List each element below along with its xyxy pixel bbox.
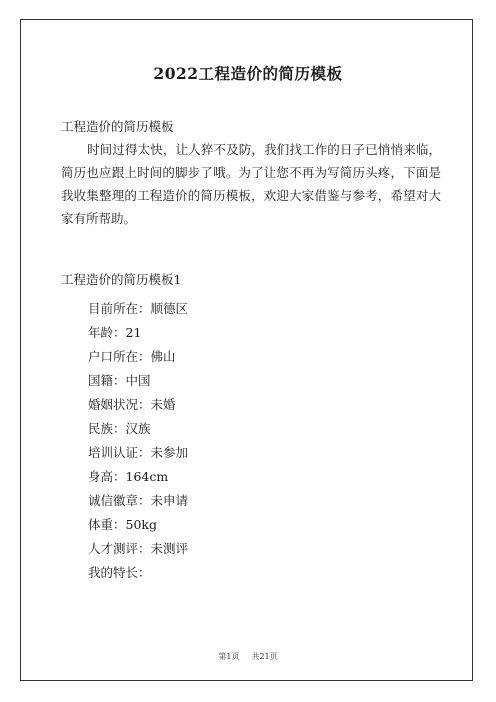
page-total: 共21页	[251, 652, 278, 661]
section-heading: 工程造价的简历模板1	[61, 272, 182, 287]
resume-details-list	[88, 297, 188, 585]
document-title: 2022工程造价的简历模板	[153, 64, 343, 83]
resume-item-certification: 培训认证：未参加	[88, 445, 189, 460]
resume-item-location: 目前所在：顺德区	[88, 301, 189, 316]
page-footer	[0, 651, 496, 662]
resume-item-ethnicity: 民族：汉族	[88, 421, 151, 436]
resume-item-height: 身高：164cm	[88, 469, 169, 484]
resume-item-weight: 体重：50kg	[88, 517, 157, 532]
resume-item-nationality: 国籍：中国	[88, 373, 151, 388]
resume-item-age: 年龄：21	[88, 325, 142, 340]
resume-item-specialty: 我的特长：	[88, 565, 151, 580]
resume-item-integrity-badge: 诚信徽章：未申请	[88, 493, 189, 508]
intro-heading: 工程造价的简历模板	[61, 119, 174, 134]
page-number: 第1页	[218, 652, 240, 661]
resume-item-assessment: 人才测评：未测评	[88, 541, 189, 556]
resume-item-hukou: 户口所在：佛山	[88, 349, 176, 364]
resume-item-marital-status: 婚姻状况：未婚	[88, 397, 176, 412]
intro-paragraph: 时间过得太快，让人猝不及防，我们找工作的日子已悄悄来临，简历也应跟上时间的脚步了哦。为了让您不再为写简历头疼，下面是我收集整理的工程造价的简历模板，欢迎大家借鉴与参考，希望对大家有所帮助。	[61, 142, 441, 226]
